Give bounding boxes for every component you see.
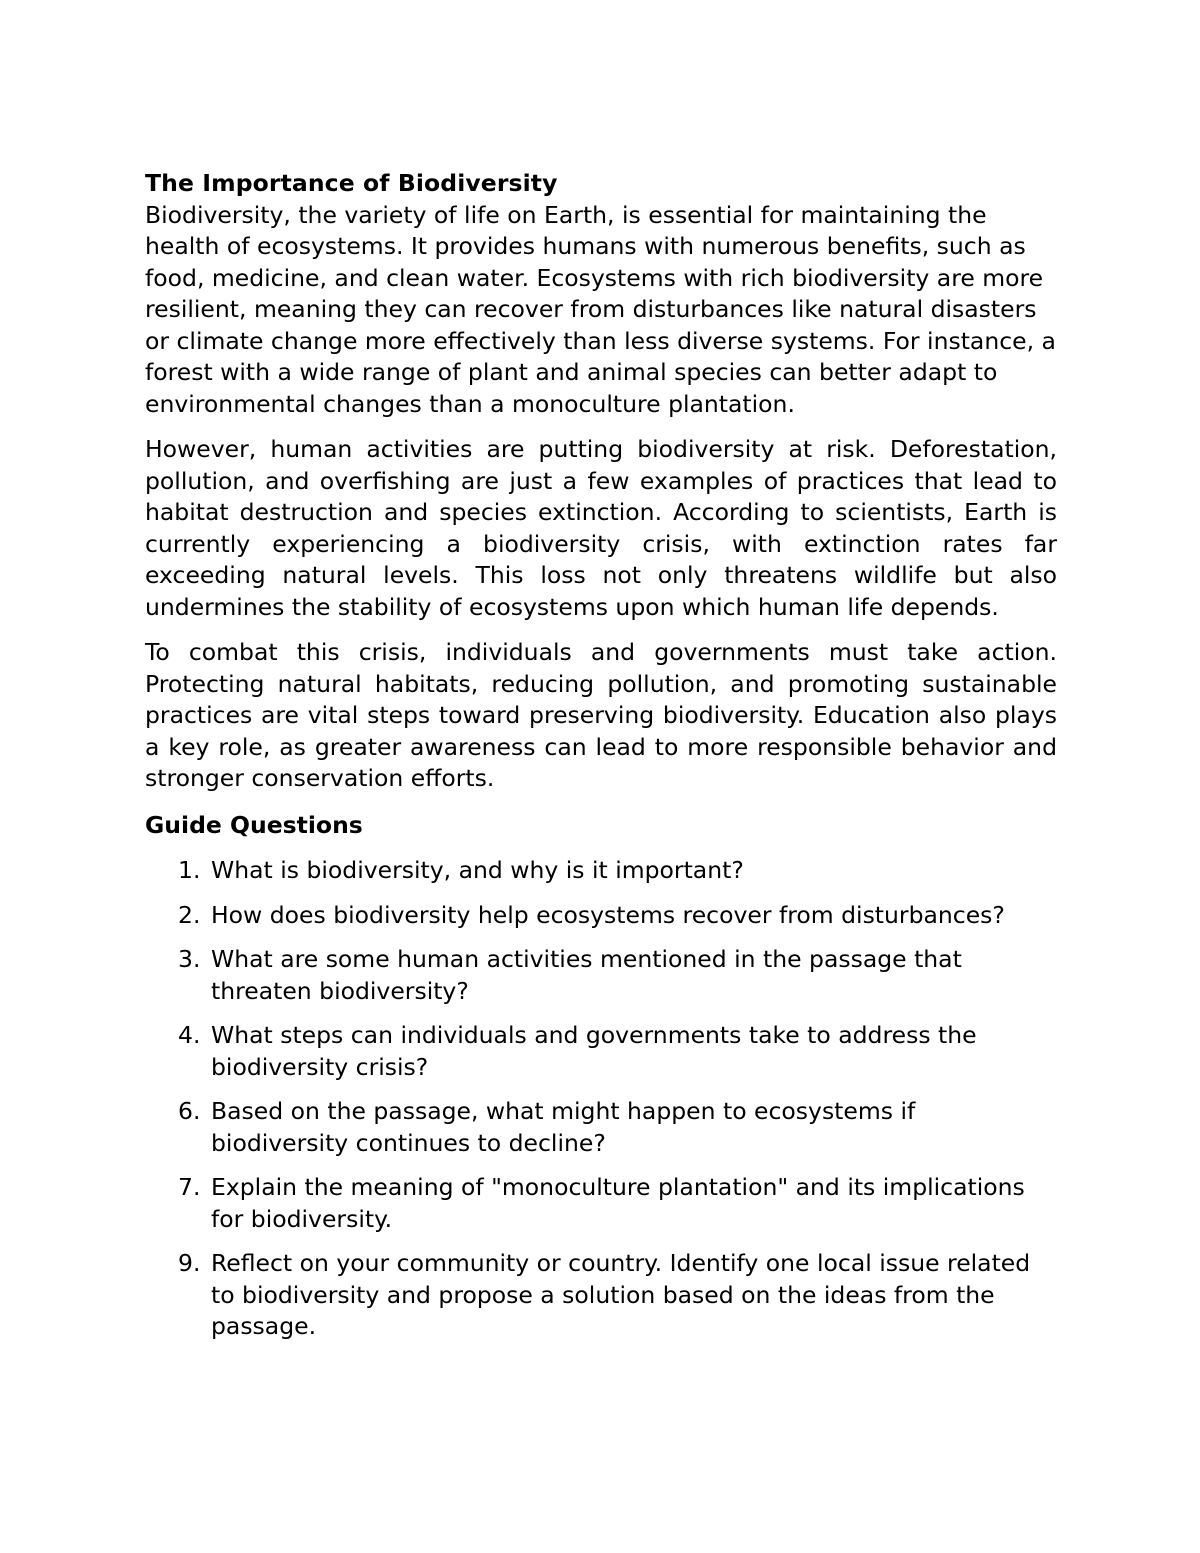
list-item-text: Based on the passage, what might happen to ecosystems if biodiversity continues to decline? xyxy=(211,1097,916,1157)
list-item xyxy=(145,855,1057,887)
paragraph-threats: However, human activities are putting biodiversity at risk. Deforestation, pollution, and overfishing are just a few examples of practices that lead to habitat destruction and species extinction. According to scientists, Earth is currently experiencing a biodiversity crisis, with extinction rates far exceeding natural levels. This loss not only threatens wildlife but also undermines the stability of ecosystems upon which human life depends. xyxy=(145,435,1057,621)
list-item xyxy=(145,1172,1057,1235)
list-item-text: What steps can individuals and governments take to address the biodiversity crisis? xyxy=(211,1021,977,1081)
guide-questions-list xyxy=(145,855,1057,1343)
list-item-text: How does biodiversity help ecosystems recover from disturbances? xyxy=(211,900,1005,929)
list-item-text: Explain the meaning of "monoculture plantation" and its implications for biodiversity. xyxy=(211,1173,1025,1233)
list-item-number: 6. xyxy=(178,1097,201,1125)
page-title: The Importance of Biodiversity xyxy=(145,169,558,197)
list-item xyxy=(145,1248,1057,1343)
list-item-number: 3. xyxy=(178,945,201,973)
list-item xyxy=(145,1096,1057,1159)
list-item-text: What is biodiversity, and why is it important? xyxy=(211,856,744,884)
list-item-number: 9. xyxy=(178,1249,201,1277)
list-item-number: 4. xyxy=(178,1021,201,1049)
list-item xyxy=(145,1020,1057,1083)
list-item-number: 7. xyxy=(178,1173,201,1201)
paragraph-intro: Biodiversity, the variety of life on Earth, is essential for maintaining the health of ecosystems. It provides humans with numerous benefits, such as food, medicine, and clean water. Ecosystems with rich biodiversity are more resilient, meaning they can recover from disturbances like natural disasters or climate change more effectively than less diverse systems. For instance, a forest with a wide range of plant and animal species can better adapt to environmental changes than a monoculture plantation. xyxy=(145,200,1056,418)
list-item-number: 1. xyxy=(178,856,201,884)
list-item-text: What are some human activities mentioned in the passage that threaten biodiversity? xyxy=(211,945,962,1005)
list-item-number: 2. xyxy=(178,900,201,929)
list-item xyxy=(145,900,1057,932)
list-item-text: Reflect on your community or country. Identify one local issue related to biodiversity and propose a solution based on the ideas from the passage. xyxy=(211,1249,1031,1340)
paragraph-solutions: To combat this crisis, individuals and governments must take action. Protecting natural habitats, reducing pollution, and promoting sustainable practices are vital steps toward preserving biodiversity. Education also plays a key role, as greater awareness can lead to more responsible behavior and stronger conservation efforts. xyxy=(145,638,1057,792)
list-item xyxy=(145,944,1057,1007)
guide-questions-heading: Guide Questions xyxy=(145,810,363,839)
